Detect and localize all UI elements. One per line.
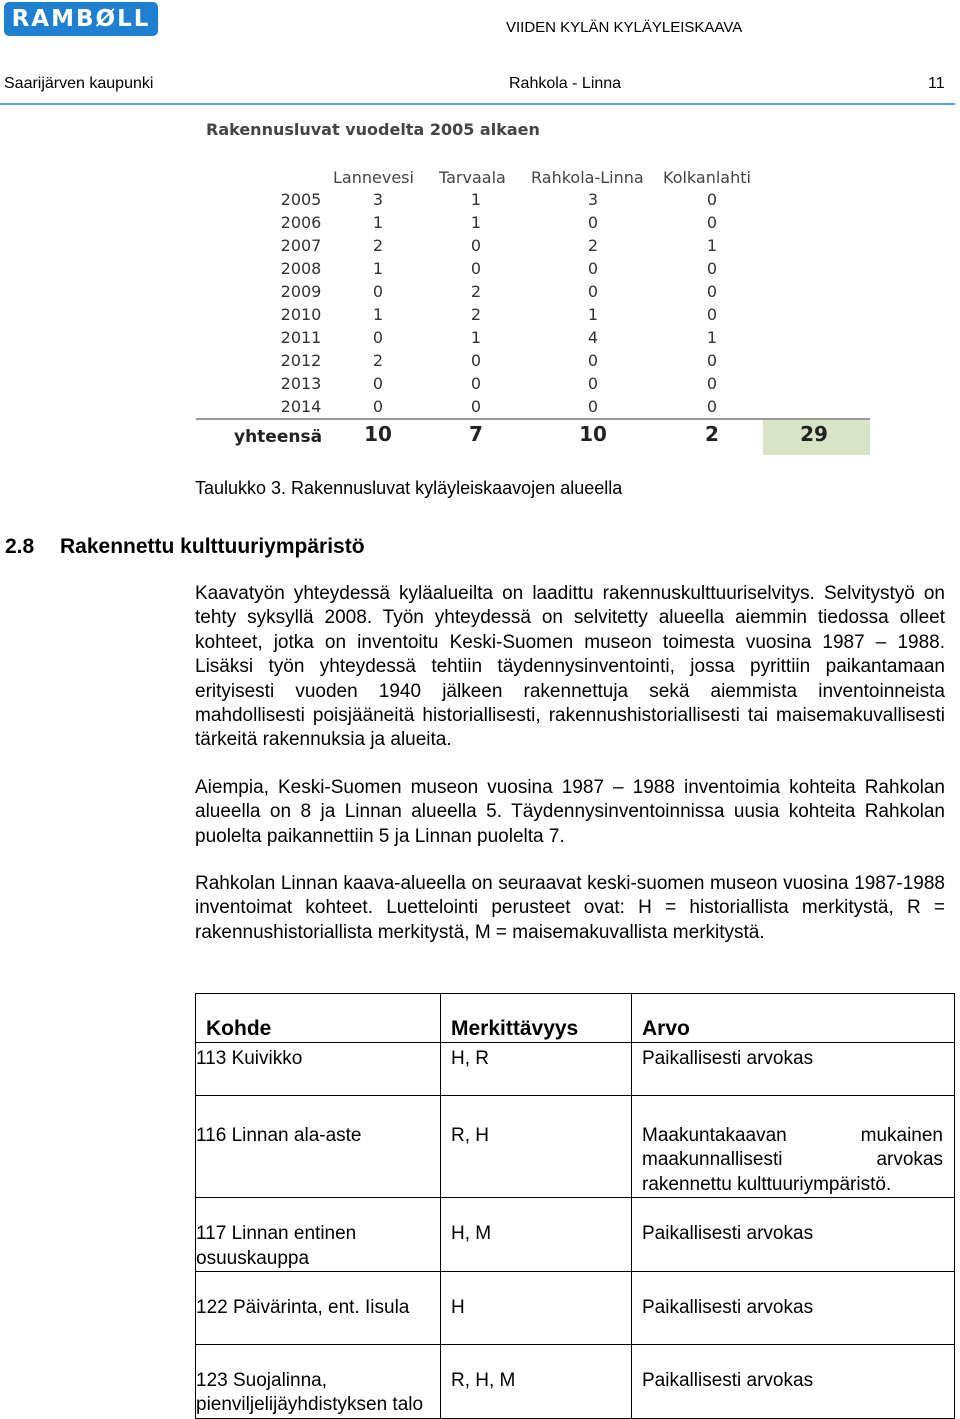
table-row (196, 305, 870, 327)
column-header: Rahkola-Linna (531, 168, 644, 187)
value-cell: 1 (470, 328, 482, 347)
value-cell: 1 (470, 213, 482, 232)
table-row (196, 282, 870, 304)
arvo-cell: Paikallisesti arvokas (632, 1198, 955, 1272)
kohde-cell: 123 Suojalinna, pienviljelijäyhdistyksen talo (196, 1345, 441, 1419)
value-cell: 1 (706, 328, 718, 347)
column-header: Tarvaala (439, 168, 506, 187)
value-cell: 0 (706, 213, 718, 232)
table-row (196, 1345, 955, 1419)
table-row (196, 328, 870, 350)
grand-total: 29 (800, 422, 828, 446)
value-cell: 0 (706, 259, 718, 278)
merkittavyys-cell: H, R (441, 1043, 632, 1096)
total-cell: 10 (579, 422, 607, 446)
value-cell: 3 (372, 190, 384, 209)
total-label: yhteensä (234, 427, 323, 447)
paragraph: Rahkolan Linnan kaava-alueella on seuraavat keski-suomen museon vuosina 1987-1988 inventoimat kohteet. Luettelointi perusteet ovat: H = historiallista merkitystä, R = rakennushistoriallista merkitystä, M = maisemakuvallista merkitystä. (195, 873, 945, 943)
merkittavyys-cell: H, M (441, 1198, 632, 1272)
table-row (196, 1198, 955, 1272)
value-cell: 0 (470, 397, 482, 416)
table-row (196, 351, 870, 373)
value-cell: 2 (372, 236, 384, 255)
year-cell: 2008 (280, 259, 322, 278)
page-number: 11 (928, 75, 945, 92)
value-cell: 0 (706, 282, 718, 301)
table-row (196, 397, 870, 419)
kohde-cell: 122 Päivärinta, ent. Iisula (196, 1272, 441, 1345)
total-cell: 2 (705, 422, 719, 446)
value-cell: 1 (706, 236, 718, 255)
kohde-cell: 117 Linnan entinen osuuskauppa (196, 1198, 441, 1272)
value-cell: 0 (587, 397, 599, 416)
year-cell: 2012 (280, 351, 322, 370)
value-cell: 1 (470, 190, 482, 209)
paragraph: Aiempia, Keski-Suomen museon vuosina 1987 – 1988 inventoimia kohteita Rahkolan alueella on 8 ja Linnan alueella 5. Täydennysinventoinnissa uusia kohteita Rahkolan puolelta paikannettiin 5 ja Linnan puolelta 7. (195, 777, 945, 847)
year-cell: 2011 (280, 328, 322, 347)
arvo-cell: Paikallisesti arvokas (632, 1043, 955, 1096)
value-cell: 0 (470, 374, 482, 393)
value-cell: 0 (470, 236, 482, 255)
value-cell: 1 (372, 213, 384, 232)
value-cell: 0 (587, 282, 599, 301)
value-cell: 1 (372, 305, 384, 324)
value-cell: 0 (372, 328, 384, 347)
year-cell: 2013 (280, 374, 322, 393)
value-cell: 0 (587, 259, 599, 278)
value-cell: 0 (587, 374, 599, 393)
section-number: 2.8 (5, 535, 35, 558)
area-name: Rahkola - Linna (509, 75, 622, 92)
document-title: VIIDEN KYLÄN KYLÄYLEISKAAVA (506, 19, 743, 36)
table-row (196, 236, 870, 258)
value-cell: 1 (587, 305, 599, 324)
year-cell: 2009 (280, 282, 322, 301)
organization-name: Saarijärven kaupunki (4, 75, 154, 92)
ramboll-logo: RAMBØLL (4, 2, 158, 36)
permits-table (196, 112, 870, 455)
paragraph: Kaavatyön yhteydessä kyläalueilta on laadittu rakennuskulttuuriselvitys. Selvitystyö on tehty syksyllä 2008. Työn yhteydessä on selvitetty alueella aiemmin tiedossa olleet kohteet, jotka on inventoitu Keski-Suomen museon toimesta vuosina 1987 – 1988. Lisäksi työn yhteydessä tehtiin täydennysinventointi, jossa pyrittiin paikantamaan erityisesti vuoden 1940 jälkeen rakennettuja sekä aiemmista inventoinneista mahdollisesti poisjääneitä historiallisesti, rakennushistoriallisesti tai maisemakuvallisesti tärkeitä rakennuksia ja alueita. (195, 583, 945, 751)
header-divider (0, 103, 955, 105)
column-header: Lannevesi (333, 168, 414, 187)
table-header-row (196, 994, 955, 1043)
column-header: Kohde (196, 994, 441, 1043)
value-cell: 0 (706, 190, 718, 209)
value-cell: 0 (372, 397, 384, 416)
value-cell: 0 (587, 351, 599, 370)
section-title: Rakennettu kulttuuriympäristö (60, 535, 365, 558)
merkittavyys-cell: R, H, M (441, 1345, 632, 1419)
value-cell: 0 (706, 397, 718, 416)
value-cell: 0 (470, 351, 482, 370)
merkittavyys-cell: H (441, 1272, 632, 1345)
value-cell: 0 (706, 351, 718, 370)
value-cell: 0 (706, 305, 718, 324)
arvo-cell: Paikallisesti arvokas (632, 1345, 955, 1419)
column-header: Kolkanlahti (663, 168, 751, 187)
table-row (196, 213, 870, 235)
table-row (196, 259, 870, 281)
year-cell: 2007 (280, 236, 322, 255)
value-cell: 3 (587, 190, 599, 209)
value-cell: 2 (372, 351, 384, 370)
value-cell: 0 (372, 374, 384, 393)
table-row (196, 1043, 955, 1096)
value-cell: 2 (470, 282, 482, 301)
value-cell: 0 (706, 374, 718, 393)
column-header: Arvo (632, 994, 955, 1043)
year-cell: 2014 (280, 397, 322, 416)
total-cell: 10 (364, 422, 392, 446)
table-row (196, 1272, 955, 1345)
table-row (196, 1096, 955, 1198)
table-caption: Taulukko 3. Rakennusluvat kyläyleiskaavojen alueella (195, 478, 623, 498)
value-cell: 4 (587, 328, 599, 347)
total-cell: 7 (469, 422, 483, 446)
year-cell: 2006 (280, 213, 322, 232)
permits-table-title: Rakennusluvat vuodelta 2005 alkaen (206, 120, 540, 139)
kohde-cell: 116 Linnan ala-aste (196, 1096, 441, 1198)
year-cell: 2005 (280, 190, 322, 209)
value-cell: 2 (587, 236, 599, 255)
column-header: Merkittävyys (441, 994, 632, 1043)
sites-table (195, 993, 955, 1419)
value-cell: 0 (587, 213, 599, 232)
value-cell: 1 (372, 259, 384, 278)
table-row (196, 190, 870, 212)
table-row (196, 374, 870, 396)
arvo-cell: Maakuntakaavan mukainen maakunnallisesti arvokas rakennettu kulttuuriympäristö. (632, 1096, 955, 1198)
year-cell: 2010 (280, 305, 322, 324)
section-heading (5, 535, 365, 559)
merkittavyys-cell: R, H (441, 1096, 632, 1198)
arvo-cell: Paikallisesti arvokas (632, 1272, 955, 1345)
value-cell: 0 (470, 259, 482, 278)
kohde-cell: 113 Kuivikko (196, 1043, 441, 1096)
value-cell: 2 (470, 305, 482, 324)
value-cell: 0 (372, 282, 384, 301)
